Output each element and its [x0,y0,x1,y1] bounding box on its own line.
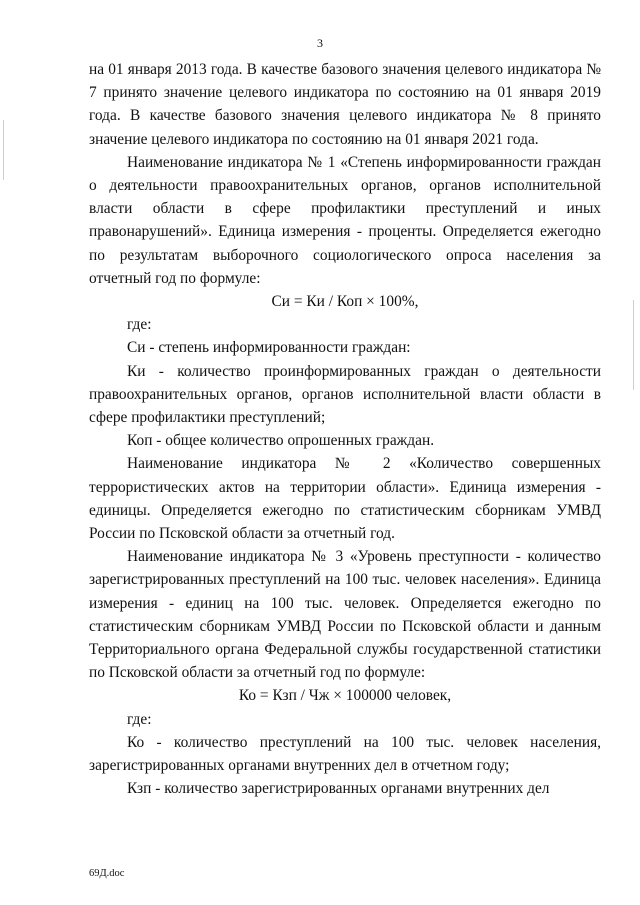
definition-si: Си - степень информированности граждан: [127,339,411,357]
footer-filename: 69Д.doc [89,868,125,879]
definition-kzp: Кзп - количество зарегистрированных органами внутренних дел [127,780,550,798]
paragraph-indicator-1: Наименование индикатора № 1 «Степень информированности граждан о деятельности правоохранительных органов, органов исполнительной власти области в сфере профилактики преступлений и иных правонарушений». Единица измерения - проценты. Определяется ежегодно по результатам выборочного социологического опроса населения за отчетный год по формуле: [89,153,601,287]
scan-edge-mark [633,300,634,390]
formula-si: Си = Ки / Коп × 100%, [271,293,419,311]
paragraph-indicator-2: Наименование индикатора № 2 «Количество совершенных террористических актов на территории области». Единица измерения - единицы. Определяется ежегодно по статистическим сборникам УМВД России по Псковской области за отчетный год. [89,455,601,543]
definition-kop: Коп - общее количество опрошенных граждан. [127,432,435,450]
paragraph-baseline-values: на 01 января 2013 года. В качестве базового значения целевого индикатора № 7 принято значение целевого индикатора по состоянию на 01 января 2019 года. В качестве базового значения целевого индикатора № 8 принято значение целевого индикатора по состоянию на 01 января 2021 года. [89,61,601,148]
paragraph-where: где: [127,710,152,728]
paragraph-indicator-3: Наименование индикатора № 3 «Уровень преступности - количество зарегистрированных преступлений на 100 тыс. человек населения». Единица измерения - единиц на 100 тыс. человек. Определяется ежегодно по статистическим сборникам УМВД России по Псковской области и данным Территориального органа Федеральной службы государственной статистики по Псковской области за отчетный год по формуле: [89,548,601,682]
formula-ko: Ко = Кзп / Чж × 100000 человек, [238,687,452,705]
document-body [89,58,601,801]
scan-edge-mark [3,120,4,180]
definition-ko: Ко - количество преступлений на 100 тыс. человек населения, зарегистрированных органами внутренних дел в отчетном году; [89,733,601,775]
paragraph-where: где: [127,316,152,334]
page-number: 3 [317,36,323,50]
definition-ki: Ки - количество проинформированных граждан о деятельности правоохранительных органов, органов исполнительной власти области в сфере профилактики преступлений; [89,362,601,427]
